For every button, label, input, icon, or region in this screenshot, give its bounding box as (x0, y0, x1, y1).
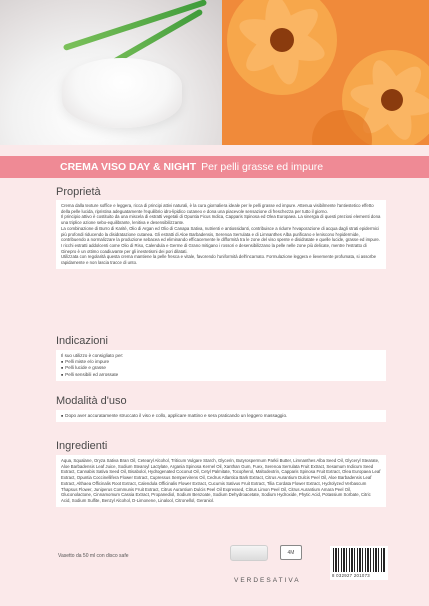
list-item: ■ Pelli lucide e grasse (61, 365, 381, 371)
section-indicazioni (56, 335, 386, 381)
indicazioni-panel (56, 350, 386, 381)
pao-badge: 4M (280, 545, 302, 560)
barcode-bars (333, 548, 385, 572)
jar-icon (230, 545, 268, 561)
proprieta-panel (56, 200, 386, 269)
ingredienti-panel (56, 455, 386, 507)
hero-banner (0, 0, 429, 145)
proprieta-paragraph: Il principio attivo è costituito da una miscela di estratti vegetali di Opuntia Ficus Indica, Capparis Spinosa ed Olea Europaea. La sinergia di questi preziosi elementi dona una triplice azione sebo-equilibrante, lenitiva e desensibilizzante. (61, 214, 381, 226)
quantity-label: Vasetto da 50 ml con disco safe (58, 553, 129, 559)
section-proprieta (56, 186, 386, 269)
section-title-proprieta: Proprietà (56, 186, 101, 198)
section-title-modalita: Modalità d'uso (56, 395, 127, 407)
cream-jar (62, 58, 182, 128)
leaf-decoration (63, 0, 208, 51)
brand-logo: VERDESATIVA (234, 577, 301, 584)
proprieta-paragraph: Utilizzata con regolarità questa crema mantiene la pelle fresca e vitale, favorendo l'uniformità dell'incarnato. Formulazione leggera e lievemente profumata, si assorbe rapidamente e non lascia tracce di unto. (61, 254, 376, 266)
product-name: CREMA VISO DAY & NIGHT (60, 161, 197, 173)
section-ingredienti (56, 440, 386, 507)
indicazioni-intro: Il suo utilizzo è consigliato per: (61, 353, 124, 358)
ingredienti-text: Aqua, Squalane, Oryza Sativa Bran Oil, Cetearyl Alcohol, Triticum Vulgare Starch, Glycerin, Butyrospermum Parkii Butter, Limnanthes Alba Seed Oil, Glyceryl Stearate, Aloe Barbadensis Leaf Juice, Sodium Stearoyl Lactylate, Argania Spinosa Kernel Oil, Xanthan Gum, Fuex, Serenoa Serrulata Fruit Extract, Sesamum Indicum Seed Extract, Cannabis Sativa Seed Oil, Bisabolol, Hydrogenated Coconut Oil, Cetyl Palmitate, Tocopherol, Maltodextrin, Capparis Spinosa Fruit Extract, Olea Europaea Leaf Extract, Opuntia Coccinellifera Flower Extract, Cupressus Sempervirens Oil, Cedrus Atlantica Bark Extract, Citrus Aurantium Dulcis Peel Oil, Aloe Barbadensis Leaf Extract, Althaea Officinalis Root Extract, Calendula Officinalis Flower Extract, Cucumis Sativus Fruit Extract, Tilia Cordata Flower Extract, Hydrolyzed Verbascum Thapsus Flower, Juniperus Communis Fruit Extract, Citrus Aurantium Dulcis Peel Oil Expressed, Citrus Limon Peel Oil, Citrus Aurantium Amara Peel Oil, Gluconolactone, Cinnamomum Cassia Extract, Propanediol, Sodium Benzoate, Sodium Dehydroacetate, Sodium Hydroxide, Phytic Acid, Potassium Sorbate, Citric Acid, Sodium Sulfite, Benzyl Alcohol, D-Limonene, Linalool, Citronellol, Geraniol. (61, 458, 381, 503)
list-item: ■ Pelli miste e/o impure (61, 359, 381, 365)
modalita-list (61, 413, 381, 419)
proprieta-paragraph: Crema dalla texture soffice e leggera, ricca di principi attivi naturali, è la cura giornaliera ideale per le pelli grasse ed impure. Attenua visibilmente l'antiestetico effetto della pelle lucida, ripristina adeguatamente l'equilibrio idro-lipidico cutaneo e dona una piacevole sensazione di freschezza per tutto il giorno. (61, 203, 374, 214)
section-title-ingredienti: Ingredienti (56, 440, 108, 452)
barcode (330, 546, 388, 580)
barcode-number: 8 032927 201073 (332, 573, 370, 578)
calendula-flowers-image (222, 0, 429, 145)
section-title-indicazioni: Indicazioni (56, 335, 108, 347)
proprieta-paragraph: La combinazione di Burro di Karitè, Olio di Argan ed Olio di Canapa Sativa, nutrienti e antiossidanti, contribuisce a ridurre l'evaporazione di acqua dagli strati epidermici più profondi riducendo la disidratazione cutanea. Gli estratti di Aloe Barbadensis, Serenoa Serrulata e di Limnanthes Alba purificano e leniscono l'epidermide, contribuendo a normalizzare la produzione sebacea ed eliminando efficacemente le difformità tra le zone del viso spente e disidratate e quelle lucide, grasse ed impure. I ricchi estratti addolcenti come Olio di Riso, Calendula e Germe di Grano mitigano i rossori e desensibilizzano la pelle nelle zone più delicate, mentre l'estratto di Ginepro è un ottimo coadiuvante per gli inestetismi dei pori dilatati. (61, 225, 380, 254)
section-modalita (56, 395, 386, 422)
product-title-band (0, 156, 429, 178)
modalita-panel (56, 410, 386, 422)
list-item: ■ Pelli sensibili ed arrossate (61, 372, 381, 378)
cream-jar-image (0, 0, 222, 145)
indicazioni-list (61, 359, 381, 378)
product-subtitle: Per pelli grasse ed impure (201, 161, 324, 173)
list-item: ■ Dopo aver accuratamente struccato il viso e collo, applicare mattino e sera praticando un leggero massaggio. (61, 413, 381, 419)
